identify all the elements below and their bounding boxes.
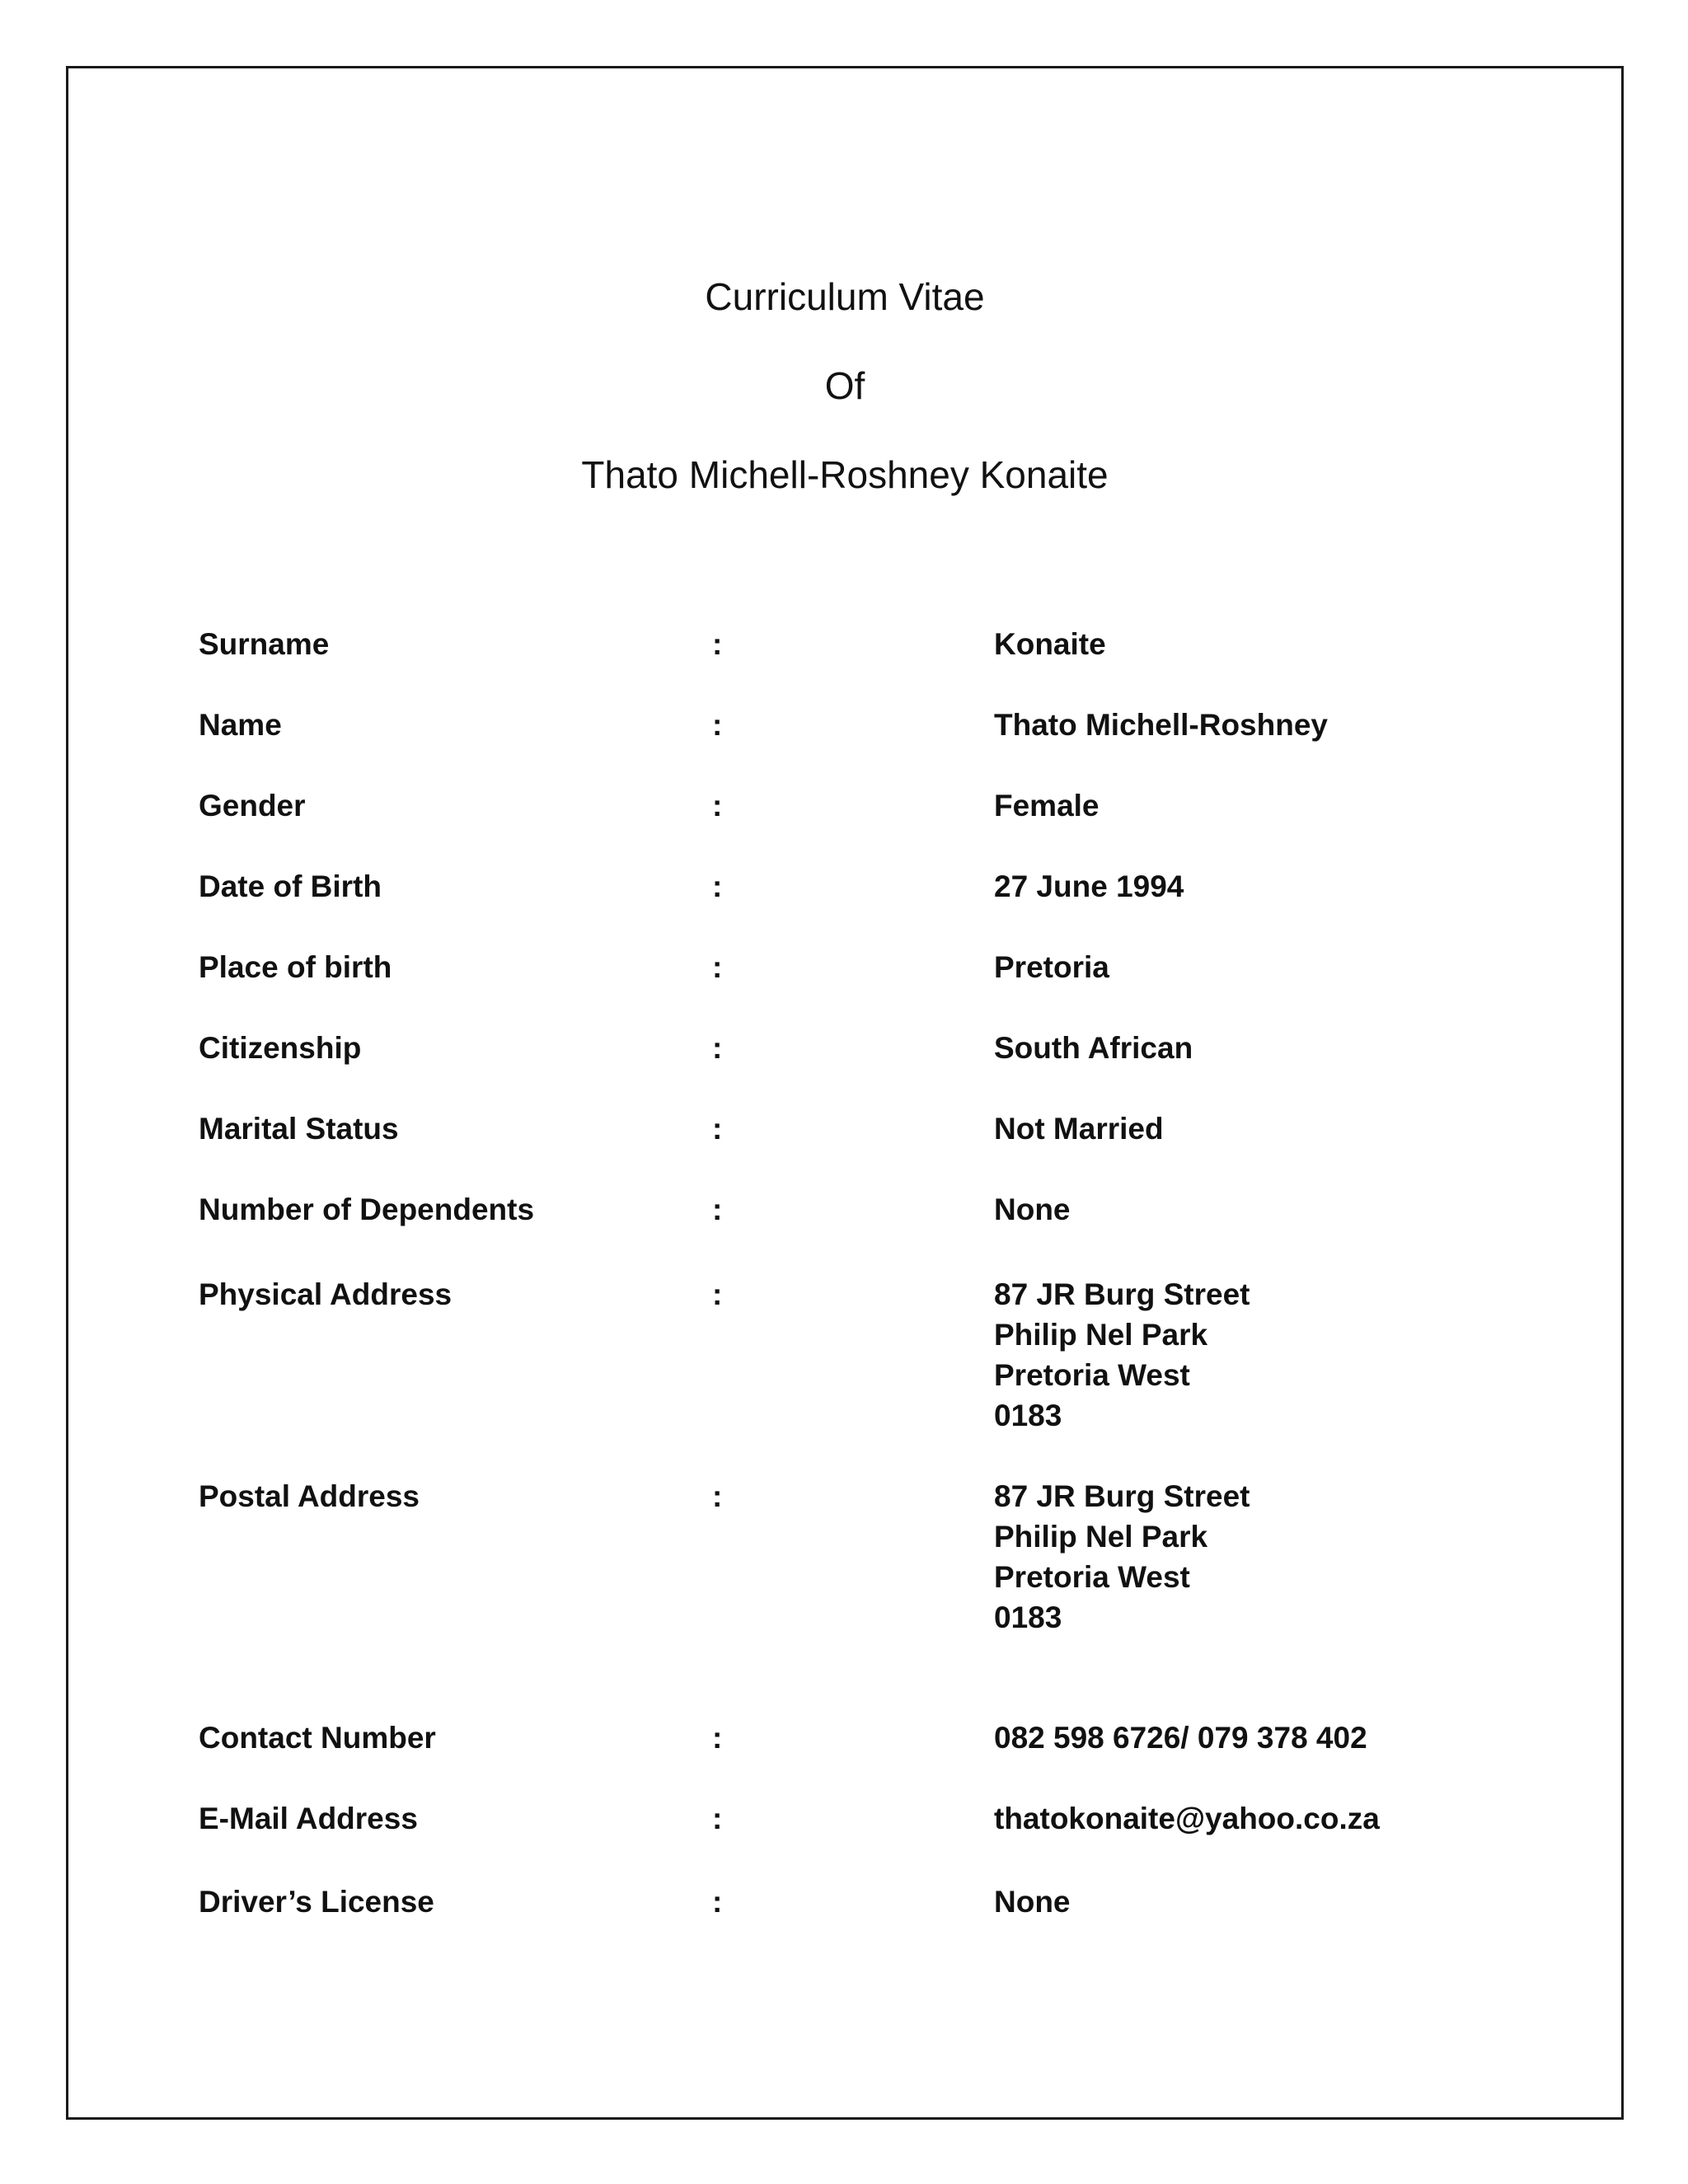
physical-address-colon: : [712, 1277, 723, 1311]
citizenship-label: Citizenship [199, 1031, 362, 1065]
surname-label: Surname [199, 627, 330, 661]
license-value: None [994, 1885, 1071, 1919]
postal-address-line-3: Pretoria West [994, 1560, 1190, 1594]
surname-colon: : [712, 627, 723, 661]
dob-label: Date of Birth [199, 869, 382, 903]
physical-address-line-3: Pretoria West [994, 1358, 1190, 1392]
surname-value: Konaite [994, 627, 1106, 661]
email-label: E-Mail Address [199, 1802, 418, 1835]
gender-colon: : [712, 789, 723, 823]
postal-address-colon: : [712, 1479, 723, 1513]
email-colon: : [712, 1802, 723, 1835]
email-value: thatokonaite@yahoo.co.za [994, 1802, 1380, 1835]
name-value: Thato Michell-Roshney [994, 708, 1328, 742]
candidate-full-name: Thato Michell-Roshney Konaite [581, 453, 1109, 496]
dependents-label: Number of Dependents [199, 1193, 535, 1226]
license-colon: : [712, 1885, 723, 1919]
postal-address-line-1: 87 JR Burg Street [994, 1479, 1250, 1513]
gender-label: Gender [199, 789, 306, 823]
dependents-colon: : [712, 1193, 723, 1226]
title-of: Of [824, 364, 865, 407]
postal-address-line-2: Philip Nel Park [994, 1520, 1208, 1554]
marital-status-colon: : [712, 1112, 723, 1146]
contact-colon: : [712, 1721, 723, 1755]
postal-address-label: Postal Address [199, 1479, 420, 1513]
place-of-birth-label: Place of birth [199, 950, 392, 984]
contact-label: Contact Number [199, 1721, 436, 1755]
physical-address-line-1: 87 JR Burg Street [994, 1277, 1250, 1311]
place-of-birth-value: Pretoria [994, 950, 1109, 984]
marital-status-label: Marital Status [199, 1112, 399, 1146]
name-colon: : [712, 708, 723, 742]
marital-status-value: Not Married [994, 1112, 1164, 1146]
license-label: Driver’s License [199, 1885, 434, 1919]
dob-value: 27 June 1994 [994, 869, 1184, 903]
physical-address-label: Physical Address [199, 1277, 452, 1311]
citizenship-value: South African [994, 1031, 1193, 1065]
postal-address-line-4: 0183 [994, 1601, 1062, 1634]
dependents-value: None [994, 1193, 1071, 1226]
physical-address-value [994, 1274, 1250, 1436]
physical-address-line-2: Philip Nel Park [994, 1318, 1208, 1352]
place-of-birth-colon: : [712, 950, 723, 984]
physical-address-line-4: 0183 [994, 1399, 1062, 1432]
gender-value: Female [994, 789, 1100, 823]
contact-value: 082 598 6726/ 079 378 402 [994, 1721, 1367, 1755]
citizenship-colon: : [712, 1031, 723, 1065]
name-label: Name [199, 708, 282, 742]
document-title: Curriculum Vitae [705, 275, 985, 318]
dob-colon: : [712, 869, 723, 903]
postal-address-value [994, 1476, 1250, 1638]
